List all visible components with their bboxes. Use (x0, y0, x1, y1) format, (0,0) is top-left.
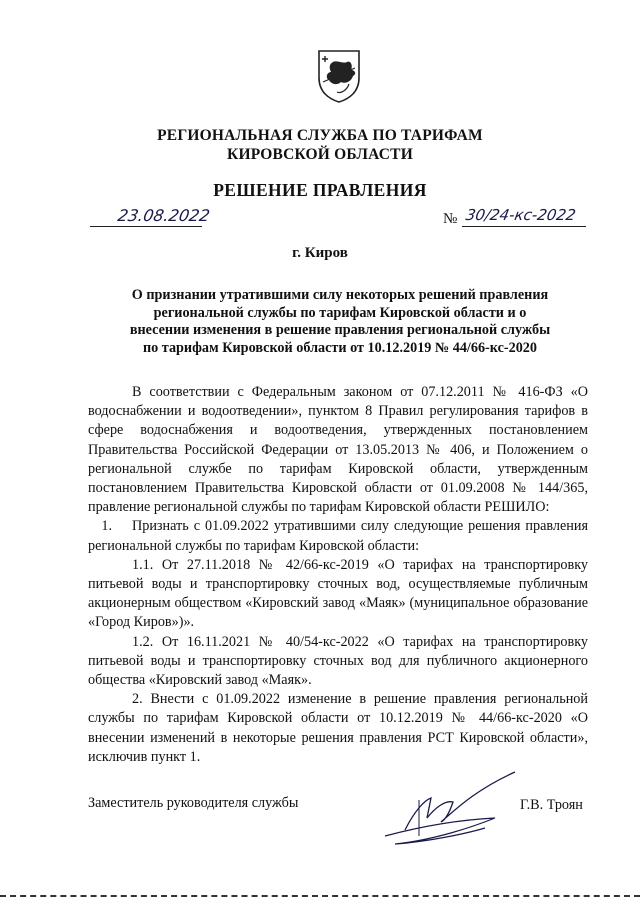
page-bottom-border (0, 895, 640, 897)
document-title: РЕШЕНИЕ ПРАВЛЕНИЯ (213, 180, 427, 200)
number-label: № (443, 211, 458, 227)
subject-line1: О признании утратившими силу некоторых решений правления (131, 287, 549, 303)
item-1-number: 1. (101, 518, 112, 535)
agency-name (80, 126, 560, 164)
agency-name-line1: РЕГИОНАЛЬНАЯ СЛУЖБА ПО ТАРИФАМ (157, 127, 483, 144)
item-1-paragraph (88, 517, 588, 555)
handwritten-signature-icon (375, 770, 535, 850)
signatory-role: Заместитель руководителя службы (88, 795, 299, 811)
subject-line4: по тарифам Кировской области от 10.12.2019 № 44/66-кс-2020 (142, 339, 537, 356)
coat-of-arms-icon (315, 48, 363, 104)
item-1-1-paragraph: 1.1. От 27.11.2018 № 42/66-кс-2019 «О тарифах на транспортировку питьевой воды и транспортировку сточных вод, осуществляемые публичным акционерным обществом «Кировский завод «Маяк» (муниципальное образование «Город Киров»)». (88, 556, 588, 631)
item-2-paragraph: 2. Внести с 01.09.2022 изменение в решение правления региональной службы по тарифам Кировской области от 10.12.2019 № 44/66-кс-2020 «О внесении изменений в некоторые решения правления РСТ Кировской области», исключив пункт 1. (88, 691, 588, 765)
document-subject (90, 287, 590, 357)
preamble-paragraph: В соответствии с Федеральным законом от 07.12.2011 № 416-ФЗ «О водоснабжении и водоотведении», пунктом 8 Правил регулирования тарифов в сфере водоснабжения и водоотведения, утвержденных постановлением Правительства Российской Федерации от 13.05.2013 № 406, и Положением о региональной службе по тарифам Кировской области, утвержденным постановлением Правительства Кировской области от 01.09.2008 № 144/365, правление региональной службы по тарифам Кировской области РЕШИЛО: (88, 384, 588, 516)
signatory-name: Г.В. Троян (520, 797, 583, 813)
subject-line2: региональной службы по тарифам Кировской области и о (153, 304, 527, 321)
document-date: 23.08.2022 (116, 206, 212, 225)
document-body (88, 383, 588, 767)
item-1-2-paragraph: 1.2. От 16.11.2021 № 40/54-кс-2022 «О тарифах на транспортировку питьевой воды и транспортировку сточных вод для публичного акционерного общества «Кировский завод «Маяк». (88, 633, 588, 689)
subject-line3: внесении изменения в решение правления региональной службы (129, 322, 551, 339)
agency-name-line2: КИРОВСКОЙ ОБЛАСТИ (227, 146, 413, 163)
item-1-text: Признать с 01.09.2022 утратившими силу следующие решения правления региональной службы по тарифам Кировской области: (88, 518, 588, 554)
city: г. Киров (292, 245, 348, 261)
document-number: 30/24-кс-2022 (464, 206, 578, 224)
